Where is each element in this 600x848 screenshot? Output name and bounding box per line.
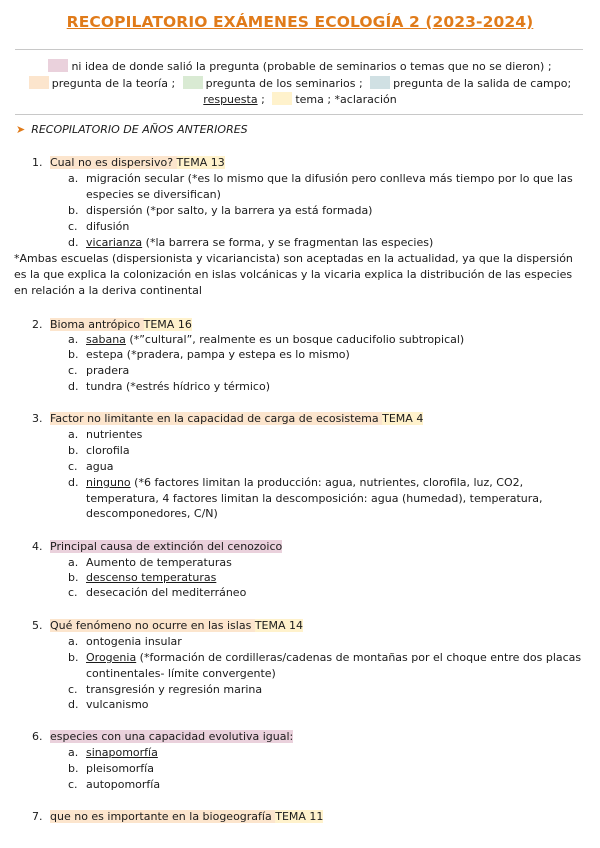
legend-campo-label: pregunta de la salida de campo; [393, 77, 572, 90]
question-text: Bioma antrópico [50, 318, 141, 331]
option: c. difusión [68, 220, 130, 233]
divider [15, 49, 583, 50]
answer: Orogenia [86, 651, 137, 664]
option-answer: a. sinapomorfía [68, 746, 158, 759]
legend-swatch-yellow [272, 92, 292, 105]
question-3 [32, 411, 423, 426]
legend-teoria-label: pregunta de la teoría ; [51, 77, 176, 90]
option: c. transgresión y regresión marina [68, 683, 263, 696]
legend-respuesta-label: respuesta [203, 93, 258, 106]
legend-unknown-label: ni idea de donde salió la pregunta (probable de seminarios o temas que no se dieron) ; [71, 60, 552, 73]
question-number: 2. [32, 318, 43, 331]
section-label: RECOPILATORIO DE AÑOS ANTERIORES [31, 123, 248, 136]
option-answer: b. descenso temperaturas [68, 571, 217, 584]
question-7 [32, 809, 323, 824]
tema-badge: TEMA 4 [382, 412, 424, 425]
legend-tema-label: tema ; *aclaración [295, 93, 397, 106]
option: b. estepa (*pradera, pampa y estepa es lo mismo) [68, 348, 350, 361]
page-title: RECOPILATORIO EXÁMENES ECOLOGÍA 2 (2023-2024) [66, 13, 534, 31]
option: c. agua [68, 460, 114, 473]
section-heading [16, 123, 248, 136]
question-number: 1. [32, 156, 43, 169]
question-number: 3. [32, 412, 43, 425]
question-number: 5. [32, 619, 43, 632]
legend-line-3 [0, 92, 600, 108]
option: b. pleisomorfía [68, 762, 154, 775]
arrow-icon: ➤ [16, 123, 26, 136]
question-6 [32, 729, 293, 744]
option-answer: a. sabana (*”cultural”, realmente es un bosque caducifolio subtropical) [68, 333, 465, 346]
answer: vicarianza [86, 236, 143, 249]
question-2 [32, 317, 192, 332]
answer: descenso temperaturas [86, 571, 217, 584]
question-text: Qué fenómeno no ocurre en las islas [50, 619, 252, 632]
option: d. vulcanismo [68, 698, 149, 711]
answer: sinapomorfía [86, 746, 158, 759]
option: b. clorofila [68, 444, 130, 457]
question-text: que no es importante en la biogeografía [50, 810, 272, 823]
question-5 [32, 618, 303, 633]
tema-badge: TEMA 11 [275, 810, 324, 823]
option: c. autopomorfía [68, 778, 161, 791]
question-1 [32, 155, 225, 170]
option: a. nutrientes [68, 428, 143, 441]
tema-badge: TEMA 14 [254, 619, 304, 632]
answer: ninguno [86, 476, 131, 489]
question-text: Principal causa de extinción del cenozoico [50, 540, 283, 553]
legend-swatch-green [183, 76, 203, 89]
legend-separator: ; [261, 93, 265, 106]
option-answer: b. Orogenia (*formación de cordilleras/cadenas de montañas por el choque entre dos placas continentales- límite convergente) [68, 651, 582, 680]
option: a. migración secular (*es lo mismo que la difusión pero conlleva más tiempo por lo que las especies se diversifican) [68, 172, 573, 201]
clarification-note: *Ambas escuelas (dispersionista y vicariancista) son aceptadas en la actualidad, ya que la dispersión es la que explica la colonización en islas volcánicas y la vicaria explica la distribución de las especies en relación a la deriva continental [14, 252, 573, 297]
option: c. pradera [68, 364, 130, 377]
legend-line-1 [0, 59, 600, 75]
option: b. dispersión (*por salto, y la barrera ya está formada) [68, 204, 373, 217]
question-text: especies con una capacidad evolutiva igual: [50, 730, 294, 743]
question-text: Factor no limitante en la capacidad de carga de ecosistema [50, 412, 379, 425]
option: a. ontogenia insular [68, 635, 182, 648]
option: d. tundra (*estrés hídrico y térmico) [68, 380, 270, 393]
answer: sabana [86, 333, 126, 346]
option: a. Aumento de temperaturas [68, 556, 232, 569]
question-text: Cual no es dispersivo? [50, 156, 174, 169]
option: c. desecación del mediterráneo [68, 586, 247, 599]
tema-badge: TEMA 16 [143, 318, 192, 331]
question-4 [32, 539, 282, 554]
question-number: 6. [32, 730, 43, 743]
legend-swatch-orange [29, 76, 49, 89]
legend-seminarios-label: pregunta de los seminarios ; [205, 77, 363, 90]
option-answer: d. ninguno (*6 factores limitan la producción: agua, nutrientes, clorofila, luz, CO2, temperatura, 4 factores limitan la descomposición: agua (humedad), temperatura, descomponedores, C/N) [68, 476, 543, 520]
option-answer: d. vicarianza (*la barrera se forma, y se fragmentan las especies) [68, 236, 434, 249]
question-number: 7. [32, 810, 43, 823]
tema-badge: TEMA 13 [176, 156, 225, 169]
legend-swatch-blue [370, 76, 390, 89]
legend-line-2 [0, 76, 600, 92]
question-number: 4. [32, 540, 43, 553]
legend-swatch-pink [48, 59, 68, 72]
divider [15, 114, 583, 115]
